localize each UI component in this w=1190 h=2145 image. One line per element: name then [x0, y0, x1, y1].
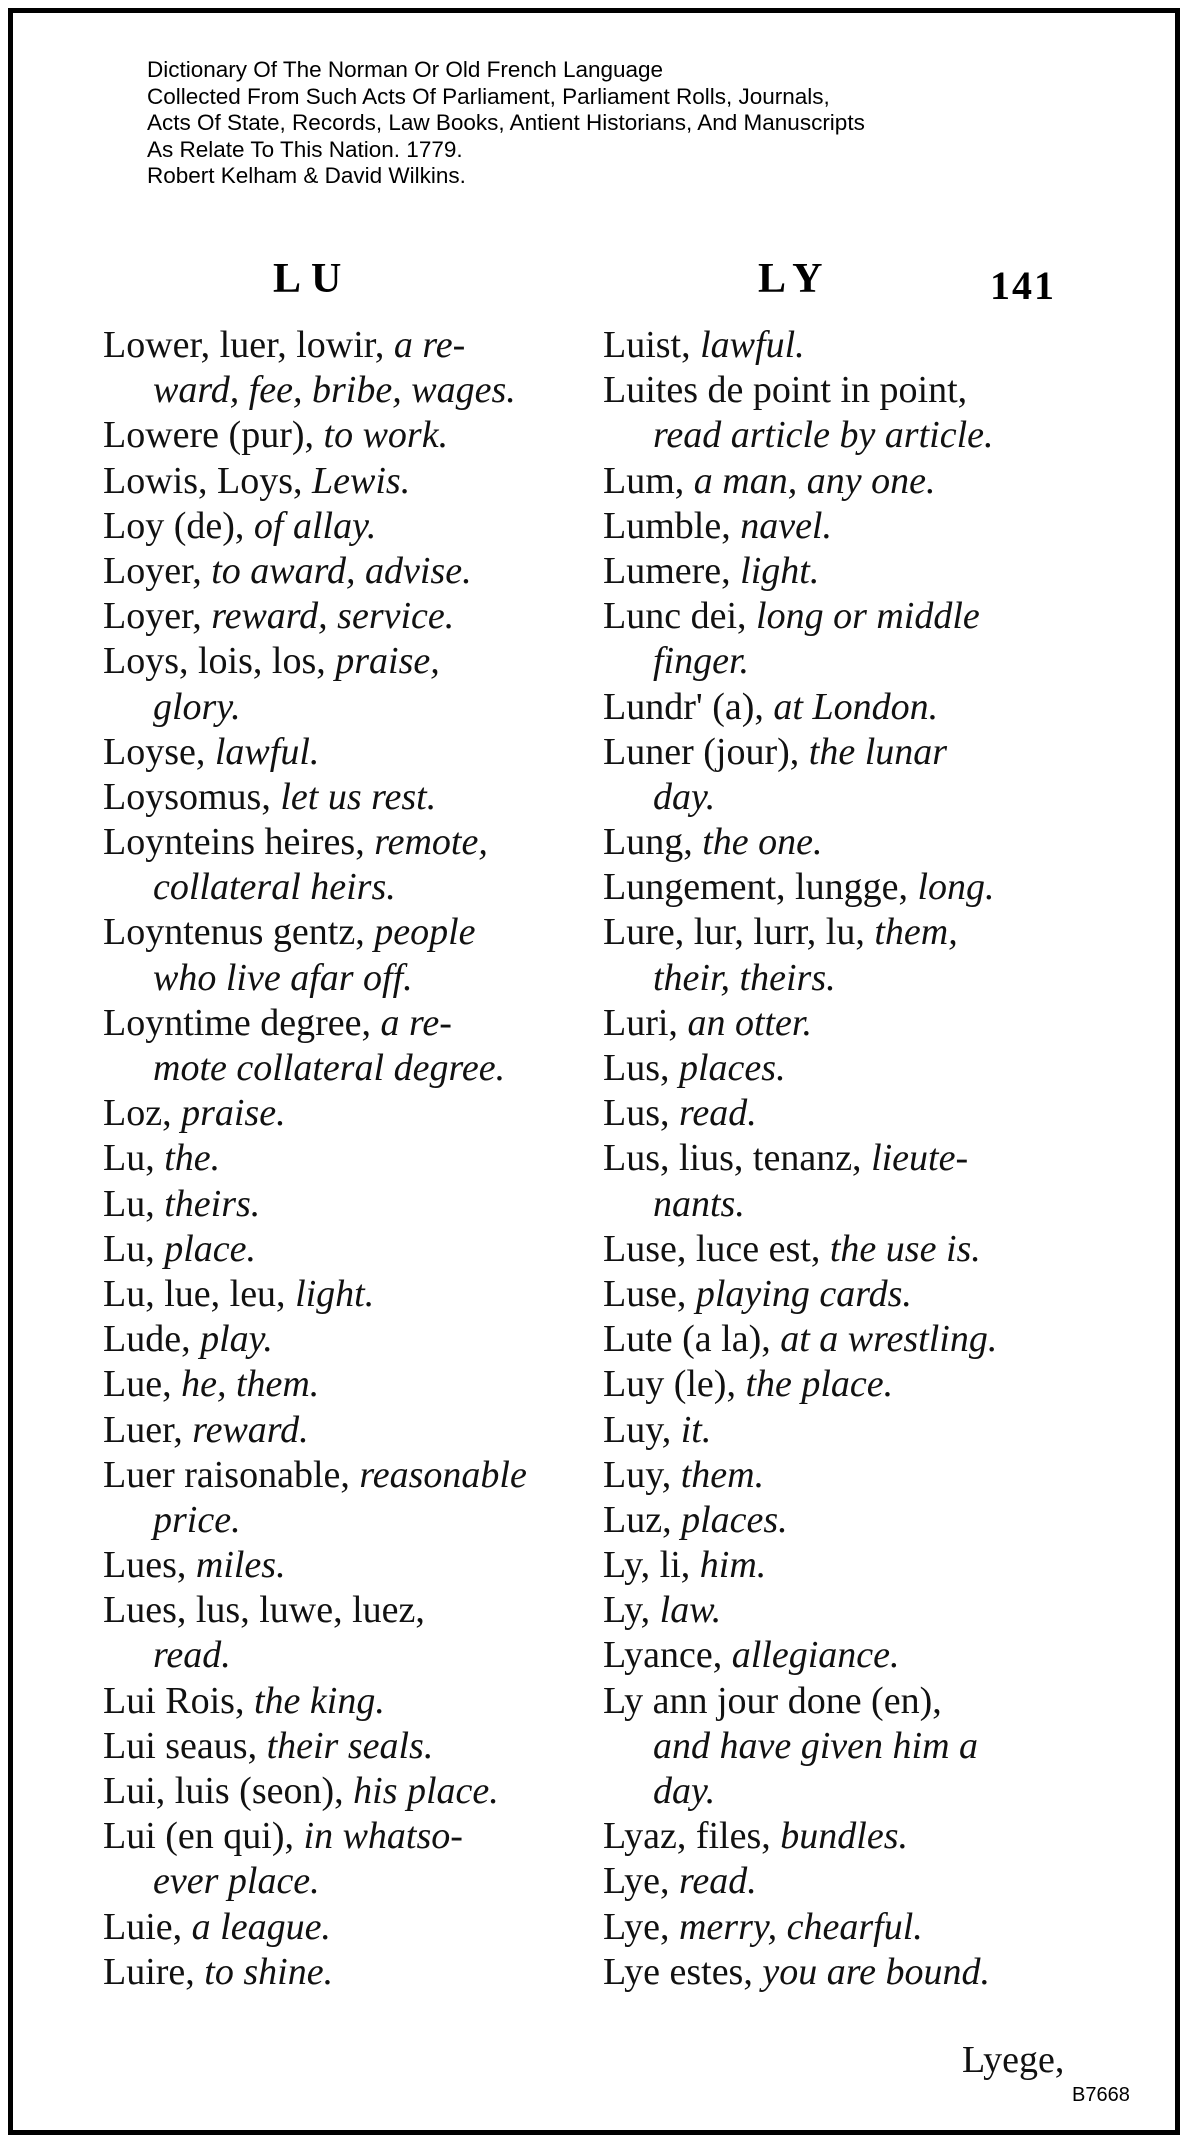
headword: Luites de point in point, — [603, 369, 968, 412]
header-line: Collected From Such Acts Of Parliament, Parliament Rolls, Journals, — [147, 83, 830, 109]
definition: Lewis. — [312, 459, 411, 502]
page-number: 141 — [990, 263, 1056, 308]
entry-line — [603, 1046, 1070, 1091]
headword: Luy, — [603, 1453, 681, 1496]
headword: Lus, — [603, 1047, 679, 1089]
running-head-right: LY — [758, 256, 833, 302]
entry-line — [603, 1950, 1070, 1995]
headword: Lyance, — [603, 1634, 732, 1677]
definition: at London. — [773, 685, 939, 728]
entry-line — [603, 1227, 1070, 1272]
entry-line — [103, 1272, 573, 1317]
headword: Lues, — [103, 1544, 196, 1587]
entry-line — [103, 1724, 573, 1769]
definition: remote, — [374, 821, 488, 864]
definition: an otter. — [687, 1001, 812, 1044]
entry-line — [103, 1859, 573, 1904]
definition: finger. — [653, 640, 750, 683]
headword: Luner (jour), — [603, 730, 809, 773]
entry-line — [603, 1272, 1070, 1317]
headword: Loyse, — [103, 730, 215, 773]
entry-line — [603, 1408, 1070, 1453]
headword: Lyaz, files, — [603, 1815, 781, 1858]
headword: Lower, luer, lowir, — [103, 324, 394, 366]
definition: the use is. — [829, 1227, 981, 1270]
entry-line — [603, 775, 1070, 820]
headword: Luy, — [603, 1408, 681, 1451]
definition: play. — [200, 1318, 273, 1361]
entry-line — [603, 820, 1070, 865]
headword: Lu, lue, leu, — [103, 1272, 296, 1315]
entry-line — [103, 1814, 573, 1859]
entry-line — [103, 685, 573, 730]
headword: Lue, — [103, 1363, 182, 1406]
entry-line — [103, 1769, 573, 1814]
definition: bundles. — [780, 1815, 908, 1858]
definition: to award, advise. — [211, 549, 472, 592]
definition: at a wrestling. — [780, 1318, 998, 1361]
entry-line — [103, 594, 573, 639]
definition: them. — [680, 1453, 765, 1496]
definition: lawful. — [700, 324, 805, 366]
entry-line — [603, 1633, 1070, 1678]
definition: glory. — [153, 685, 241, 728]
entry-line — [603, 1859, 1070, 1904]
definition: lawful. — [214, 730, 320, 773]
definition: him. — [699, 1544, 767, 1587]
headword: Lu, — [103, 1182, 165, 1225]
entry-line — [103, 1543, 573, 1588]
headword: Lung, — [603, 821, 703, 864]
headword: Loyer, — [103, 595, 212, 638]
definition: a man, any one. — [693, 459, 936, 502]
definition: a re- — [380, 1001, 452, 1044]
definition: theirs. — [164, 1182, 261, 1225]
definition: let us rest. — [280, 775, 437, 818]
entry-line — [103, 730, 573, 775]
entry-line — [103, 1136, 573, 1181]
headword: Lumere, — [603, 549, 741, 592]
entry-line — [103, 1408, 573, 1453]
entry-line — [103, 1001, 573, 1046]
headword: Ly, — [603, 1589, 660, 1632]
catchword: Lyege, — [962, 2039, 1065, 2081]
entry-line — [103, 1950, 573, 1995]
entry-line — [603, 910, 1070, 955]
header-line: Dictionary Of The Norman Or Old French Language — [147, 57, 664, 82]
running-head-left: LU — [273, 256, 352, 302]
headword: Lum, — [603, 459, 694, 502]
headword: Lus, lius, tenanz, — [603, 1137, 872, 1180]
entry-line — [603, 1182, 1070, 1227]
headword: Lus, — [603, 1092, 679, 1135]
headword: Lues, lus, luwe, luez, — [103, 1589, 425, 1632]
definition: reward, service. — [211, 595, 455, 638]
entry-line — [603, 956, 1070, 1001]
entry-line — [103, 1633, 573, 1678]
definition: allegiance. — [731, 1634, 900, 1677]
definition: reward. — [192, 1408, 309, 1451]
definition: the king. — [253, 1679, 385, 1722]
entry-line — [603, 1317, 1070, 1362]
entry-line — [603, 1453, 1070, 1498]
definition: long or middle — [756, 595, 980, 638]
headword: Lowis, Loys, — [103, 459, 312, 502]
definition: day. — [653, 1770, 716, 1812]
headword: Lui, luis (seon), — [103, 1770, 354, 1812]
definition: read. — [678, 1860, 757, 1903]
definition: price. — [153, 1498, 241, 1541]
entry-line — [103, 1362, 573, 1407]
definition: miles. — [195, 1544, 286, 1587]
definition: to shine. — [204, 1950, 334, 1993]
definition: navel. — [740, 504, 832, 547]
right-column — [603, 323, 1070, 1995]
entry-line — [603, 730, 1070, 775]
headword: Lungement, lungge, — [603, 866, 918, 909]
headword: Lowere (pur), — [103, 414, 324, 457]
definition: ever place. — [153, 1860, 320, 1903]
entry-line — [103, 775, 573, 820]
headword: Luie, — [103, 1905, 192, 1948]
entry-line — [603, 413, 1070, 458]
definition: a re- — [393, 324, 466, 366]
headword: Loyntenus gentz, — [103, 911, 375, 954]
headword: Lunc dei, — [603, 595, 757, 638]
entry-line — [603, 685, 1070, 730]
entry-line — [603, 1091, 1070, 1136]
header-block — [147, 57, 1047, 190]
left-column — [103, 323, 573, 1995]
definition: who live afar off. — [153, 956, 413, 999]
entry-line — [103, 1588, 573, 1633]
entry-line — [103, 1905, 573, 1950]
definition: of allay. — [253, 504, 377, 547]
headword: Loyer, — [103, 549, 212, 592]
entry-line — [103, 323, 573, 368]
entry-line — [603, 1498, 1070, 1543]
definition: reasonable — [359, 1453, 527, 1496]
headword: Luire, — [103, 1950, 205, 1993]
entry-line — [103, 1227, 573, 1272]
headword: Lu, — [103, 1227, 165, 1270]
entry-line — [603, 1679, 1070, 1724]
definition: to work. — [323, 414, 449, 457]
header-line: As Relate To This Nation. 1779. — [147, 136, 463, 162]
definition: it. — [680, 1408, 712, 1451]
definition: light. — [295, 1272, 375, 1315]
image-code: B7668 — [1072, 2084, 1130, 2106]
headword: Luse, — [603, 1272, 696, 1315]
entry-line — [103, 459, 573, 504]
definition: praise. — [181, 1092, 286, 1135]
entry-line — [103, 1046, 573, 1091]
definition: you are bound. — [762, 1950, 990, 1993]
entry-line — [603, 865, 1070, 910]
entry-line — [103, 504, 573, 549]
headword: Loyntime degree, — [103, 1001, 381, 1044]
definition: read. — [679, 1092, 757, 1135]
headword: Lundr' (a), — [603, 685, 774, 728]
entry-line — [603, 1136, 1070, 1181]
entry-line — [603, 1769, 1070, 1814]
headword: Lui (en qui), — [103, 1815, 304, 1858]
definition: the one. — [702, 821, 823, 864]
header-line: Acts Of State, Records, Law Books, Antient Historians, And Manuscripts — [147, 110, 865, 135]
definition: merry, chearful. — [678, 1905, 923, 1948]
entry-line — [603, 368, 1070, 413]
headword: Luer raisonable, — [103, 1453, 360, 1496]
definition: places. — [679, 1047, 786, 1089]
entry-line — [103, 549, 573, 594]
entry-line — [603, 639, 1070, 684]
entry-line — [603, 1362, 1070, 1407]
headword: Loy (de), — [103, 504, 254, 547]
headword: Luist, — [603, 324, 701, 366]
headword: Luz, — [603, 1498, 682, 1541]
definition: a league. — [191, 1905, 331, 1948]
headword: Lye, — [603, 1860, 679, 1903]
entry-line — [603, 1814, 1070, 1859]
definition: day. — [653, 775, 716, 818]
definition: and have given him a — [653, 1724, 979, 1767]
definition: praise, — [335, 640, 440, 683]
definition: the place. — [745, 1363, 894, 1406]
definition: in whatso- — [303, 1815, 463, 1858]
entry-line — [603, 1588, 1070, 1633]
entry-line — [103, 820, 573, 865]
headword: Loz, — [103, 1092, 182, 1135]
definition: his place. — [353, 1770, 499, 1812]
entry-line — [103, 956, 573, 1001]
entry-line — [103, 1679, 573, 1724]
entry-line — [103, 639, 573, 684]
headword: Loys, lois, los, — [103, 640, 336, 683]
definition: the. — [164, 1137, 221, 1180]
definition: lieute- — [871, 1137, 969, 1180]
definition: playing cards. — [695, 1272, 912, 1315]
headword: Lure, lur, lurr, lu, — [603, 911, 875, 954]
entry-line — [603, 459, 1070, 504]
definition: nants. — [653, 1182, 745, 1225]
entry-line — [103, 910, 573, 955]
definition: ward, fee, bribe, wages. — [153, 369, 516, 412]
headword: Ly ann jour done (en), — [603, 1679, 942, 1722]
headword: Ly, li, — [603, 1544, 700, 1587]
entry-line — [603, 1001, 1070, 1046]
headword: Lu, — [103, 1137, 165, 1180]
entry-line — [103, 413, 573, 458]
headword: Lye estes, — [603, 1950, 763, 1993]
definition: people — [374, 911, 476, 954]
headword: Luri, — [603, 1001, 688, 1044]
entry-line — [103, 368, 573, 413]
definition: read article by article. — [653, 414, 994, 457]
entry-line — [603, 594, 1070, 639]
headword: Lumble, — [603, 504, 741, 547]
headword: Lude, — [103, 1318, 201, 1361]
definition: their, theirs. — [653, 956, 836, 999]
headword: Luse, luce est, — [603, 1227, 830, 1270]
definition: light. — [740, 549, 820, 592]
definition: law. — [659, 1589, 722, 1632]
headword: Lui seaus, — [103, 1724, 267, 1767]
entry-line — [603, 1543, 1070, 1588]
headword: Loysomus, — [103, 775, 281, 818]
entry-line — [103, 865, 573, 910]
definition: their seals. — [266, 1724, 434, 1767]
headword: Luy (le), — [603, 1363, 746, 1406]
headword: Lute (a la), — [603, 1318, 781, 1361]
definition: them, — [874, 911, 958, 954]
definition: place. — [164, 1227, 257, 1270]
entry-line — [603, 549, 1070, 594]
header-line: Robert Kelham & David Wilkins. — [147, 163, 466, 188]
entry-line — [103, 1182, 573, 1227]
definition: collateral heirs. — [153, 866, 396, 909]
entry-line — [103, 1091, 573, 1136]
definition: places. — [681, 1498, 788, 1541]
definition: read. — [153, 1634, 231, 1677]
definition: long. — [917, 866, 995, 909]
entry-line — [603, 504, 1070, 549]
entry-line — [603, 1905, 1070, 1950]
entry-line — [103, 1317, 573, 1362]
definition: he, them. — [181, 1363, 320, 1406]
entry-line — [103, 1453, 573, 1498]
definition: mote collateral degree. — [153, 1047, 506, 1089]
entry-line — [103, 1498, 573, 1543]
headword: Lui Rois, — [103, 1679, 254, 1722]
headword: Lye, — [603, 1905, 679, 1948]
entry-line — [603, 323, 1070, 368]
headword: Luer, — [103, 1408, 193, 1451]
headword: Loynteins heires, — [103, 821, 375, 864]
entry-line — [603, 1724, 1070, 1769]
definition: the lunar — [808, 730, 948, 773]
